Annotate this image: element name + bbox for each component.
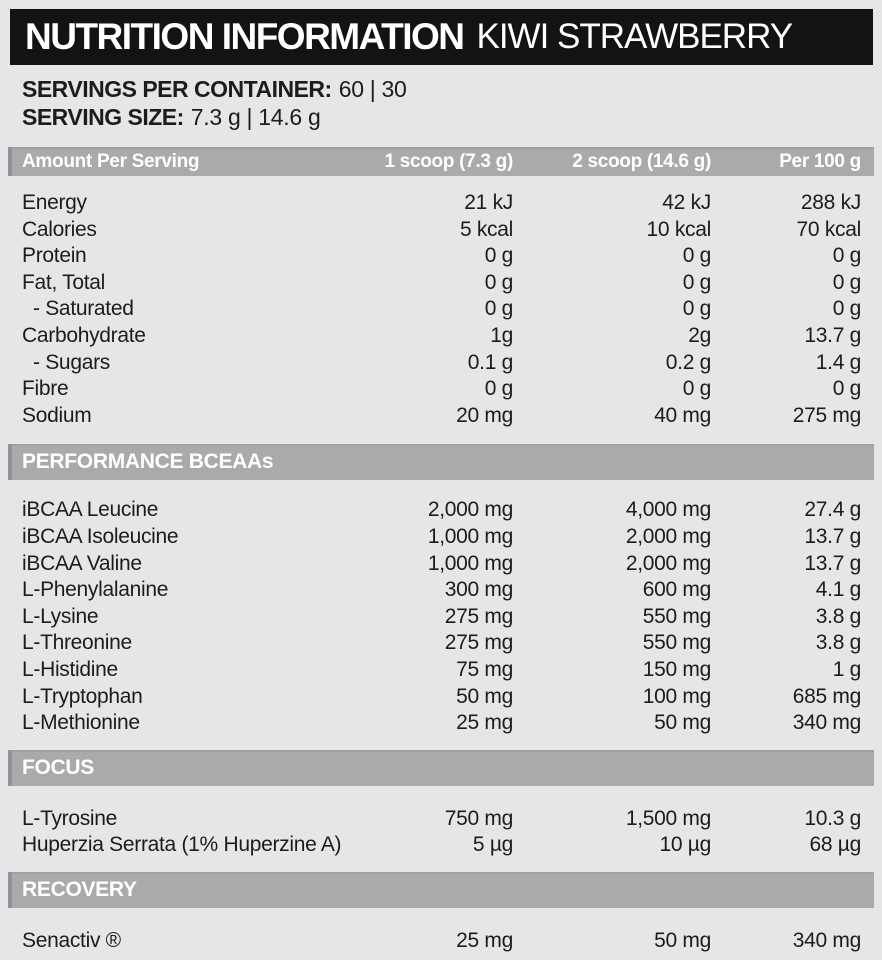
value-1-scoop: 75 mg bbox=[456, 657, 513, 681]
value-1-scoop: 1,000 mg bbox=[427, 551, 513, 575]
table-row bbox=[22, 551, 861, 578]
flavor-name: KIWI STRAWBERRY bbox=[476, 17, 793, 56]
value-1-scoop: 25 mg bbox=[456, 711, 513, 735]
value-2-scoop: 2g bbox=[688, 323, 711, 347]
value-1-scoop: 1g bbox=[490, 323, 513, 347]
nutrient-name: Fat, Total bbox=[22, 270, 105, 294]
servings-per-container-line bbox=[22, 75, 874, 103]
table-row bbox=[22, 350, 861, 377]
value-1-scoop: 0 g bbox=[484, 297, 513, 321]
nutrient-name: Calories bbox=[22, 217, 97, 241]
value-2-scoop: 600 mg bbox=[642, 578, 711, 602]
value-per-100g: 13.7 g bbox=[804, 551, 861, 575]
section-heading-label: PERFORMANCE BCEAAs bbox=[22, 450, 274, 474]
nutrient-name: L-Lysine bbox=[22, 604, 99, 628]
nutrient-name: Energy bbox=[22, 191, 87, 214]
table-row bbox=[22, 630, 861, 657]
table-row bbox=[22, 243, 861, 270]
table-row bbox=[22, 296, 861, 323]
column-2-scoop: 2 scoop (14.6 g) bbox=[572, 150, 711, 172]
nutrient-name: L-Tyrosine bbox=[22, 806, 118, 830]
section-heading-recovery bbox=[8, 872, 874, 908]
value-per-100g: 68 µg bbox=[809, 833, 861, 857]
page-title: NUTRITION INFORMATION bbox=[25, 16, 464, 57]
table-row bbox=[22, 577, 861, 604]
section-heading-focus bbox=[8, 750, 874, 786]
serving-size-label: SERVING SIZE: bbox=[22, 104, 184, 130]
value-1-scoop: 0 g bbox=[484, 244, 513, 268]
nutrient-name: - Sugars bbox=[33, 350, 110, 374]
value-1-scoop: 5 µg bbox=[472, 833, 513, 857]
column-per-100g: Per 100 g bbox=[779, 150, 861, 172]
value-per-100g: 0 g bbox=[832, 244, 861, 268]
serving-info bbox=[22, 75, 874, 131]
value-per-100g: 1.4 g bbox=[815, 350, 861, 374]
value-per-100g: 0 g bbox=[832, 270, 861, 294]
table-row bbox=[22, 604, 861, 631]
value-1-scoop: 2,000 mg bbox=[427, 498, 513, 522]
serving-size-value: 7.3 g | 14.6 g bbox=[190, 104, 321, 130]
value-per-100g: 340 mg bbox=[792, 928, 861, 952]
nutrient-name: - Saturated bbox=[33, 297, 134, 321]
value-1-scoop: 5 kcal bbox=[459, 217, 513, 241]
nutrient-name: Huperzia Serrata (1% Huperzine A) bbox=[22, 833, 342, 857]
nutrient-name: Carbohydrate bbox=[22, 323, 146, 347]
value-1-scoop: 0.1 g bbox=[467, 350, 513, 374]
value-1-scoop: 275 mg bbox=[444, 604, 513, 628]
nutrient-name: Sodium bbox=[22, 403, 92, 427]
value-per-100g: 4.1 g bbox=[815, 578, 861, 602]
table-row bbox=[22, 684, 861, 711]
nutrient-name: iBCAA Leucine bbox=[22, 498, 159, 522]
nutrient-name: Fibre bbox=[22, 377, 69, 401]
value-1-scoop: 50 mg bbox=[456, 684, 513, 708]
bceaa-rows bbox=[8, 497, 874, 736]
value-per-100g: 70 kcal bbox=[796, 217, 861, 241]
table-row bbox=[22, 217, 861, 244]
table-row bbox=[22, 832, 861, 859]
nutrition-rows bbox=[8, 190, 874, 429]
value-1-scoop: 25 mg bbox=[456, 928, 513, 952]
value-per-100g: 0 g bbox=[832, 297, 861, 321]
serving-size-line bbox=[22, 103, 874, 131]
table-row bbox=[22, 270, 861, 297]
table-row bbox=[22, 806, 861, 833]
value-2-scoop: 2,000 mg bbox=[625, 551, 711, 575]
value-per-100g: 685 mg bbox=[792, 684, 861, 708]
value-per-100g: 340 mg bbox=[792, 711, 861, 735]
table-row bbox=[22, 710, 861, 737]
nutrient-name: L-Threonine bbox=[22, 631, 132, 655]
nutrition-label bbox=[0, 9, 882, 960]
value-2-scoop: 1,500 mg bbox=[625, 806, 711, 830]
value-per-100g: 275 mg bbox=[792, 403, 861, 427]
nutrient-name: iBCAA Isoleucine bbox=[22, 524, 179, 548]
value-2-scoop: 150 mg bbox=[642, 657, 711, 681]
table-row bbox=[22, 657, 861, 684]
value-2-scoop: 0.2 g bbox=[665, 350, 711, 374]
table-row bbox=[22, 376, 861, 403]
value-2-scoop: 0 g bbox=[682, 244, 711, 268]
value-2-scoop: 4,000 mg bbox=[625, 498, 711, 522]
section-heading-label: FOCUS bbox=[22, 755, 95, 779]
value-2-scoop: 550 mg bbox=[642, 631, 711, 655]
value-2-scoop: 50 mg bbox=[654, 928, 711, 952]
recovery-rows bbox=[8, 928, 874, 955]
servings-per-container-value: 60 | 30 bbox=[338, 76, 407, 102]
table-row bbox=[22, 403, 861, 430]
section-heading-label: RECOVERY bbox=[22, 877, 137, 901]
value-1-scoop: 275 mg bbox=[444, 631, 513, 655]
nutrient-name: L-Tryptophan bbox=[22, 684, 143, 708]
value-2-scoop: 50 mg bbox=[654, 711, 711, 735]
table-row bbox=[22, 524, 861, 551]
value-2-scoop: 10 µg bbox=[659, 833, 711, 857]
value-1-scoop: 0 g bbox=[484, 270, 513, 294]
table-row bbox=[22, 190, 861, 217]
nutrient-name: L-Phenylalanine bbox=[22, 578, 169, 602]
value-per-100g: 27.4 g bbox=[804, 498, 861, 522]
value-2-scoop: 10 kcal bbox=[646, 217, 711, 241]
value-per-100g: 3.8 g bbox=[815, 604, 861, 628]
value-1-scoop: 20 mg bbox=[456, 403, 513, 427]
value-2-scoop: 0 g bbox=[682, 297, 711, 321]
nutrient-name: iBCAA Valine bbox=[22, 551, 142, 575]
value-per-100g: 13.7 g bbox=[804, 323, 861, 347]
value-1-scoop: 0 g bbox=[484, 377, 513, 401]
section-heading-performance-bceaas bbox=[8, 444, 874, 480]
value-per-100g: 0 g bbox=[832, 377, 861, 401]
table-row bbox=[22, 928, 861, 955]
value-per-100g: 288 kJ bbox=[800, 191, 861, 214]
column-1-scoop: 1 scoop (7.3 g) bbox=[384, 150, 513, 172]
value-1-scoop: 300 mg bbox=[444, 578, 513, 602]
value-per-100g: 10.3 g bbox=[804, 806, 861, 830]
value-1-scoop: 21 kJ bbox=[464, 191, 513, 214]
title-bar bbox=[10, 9, 873, 65]
table-column-header bbox=[8, 147, 874, 176]
nutrient-name: Protein bbox=[22, 244, 87, 268]
servings-per-container-label: SERVINGS PER CONTAINER: bbox=[22, 76, 332, 102]
value-per-100g: 1 g bbox=[832, 657, 861, 681]
focus-rows bbox=[8, 806, 874, 859]
nutrient-name: Senactiv ® bbox=[22, 928, 121, 952]
table-row bbox=[22, 497, 861, 524]
value-2-scoop: 100 mg bbox=[642, 684, 711, 708]
value-1-scoop: 1,000 mg bbox=[427, 524, 513, 548]
value-2-scoop: 550 mg bbox=[642, 604, 711, 628]
nutrient-name: L-Histidine bbox=[22, 657, 118, 681]
value-2-scoop: 0 g bbox=[682, 270, 711, 294]
column-amount-per-serving: Amount Per Serving bbox=[22, 150, 200, 172]
value-2-scoop: 42 kJ bbox=[662, 191, 711, 214]
value-2-scoop: 2,000 mg bbox=[625, 524, 711, 548]
value-per-100g: 13.7 g bbox=[804, 524, 861, 548]
value-1-scoop: 750 mg bbox=[444, 806, 513, 830]
value-2-scoop: 0 g bbox=[682, 377, 711, 401]
value-2-scoop: 40 mg bbox=[654, 403, 711, 427]
table-row bbox=[22, 323, 861, 350]
value-per-100g: 3.8 g bbox=[815, 631, 861, 655]
nutrient-name: L-Methionine bbox=[22, 711, 140, 735]
